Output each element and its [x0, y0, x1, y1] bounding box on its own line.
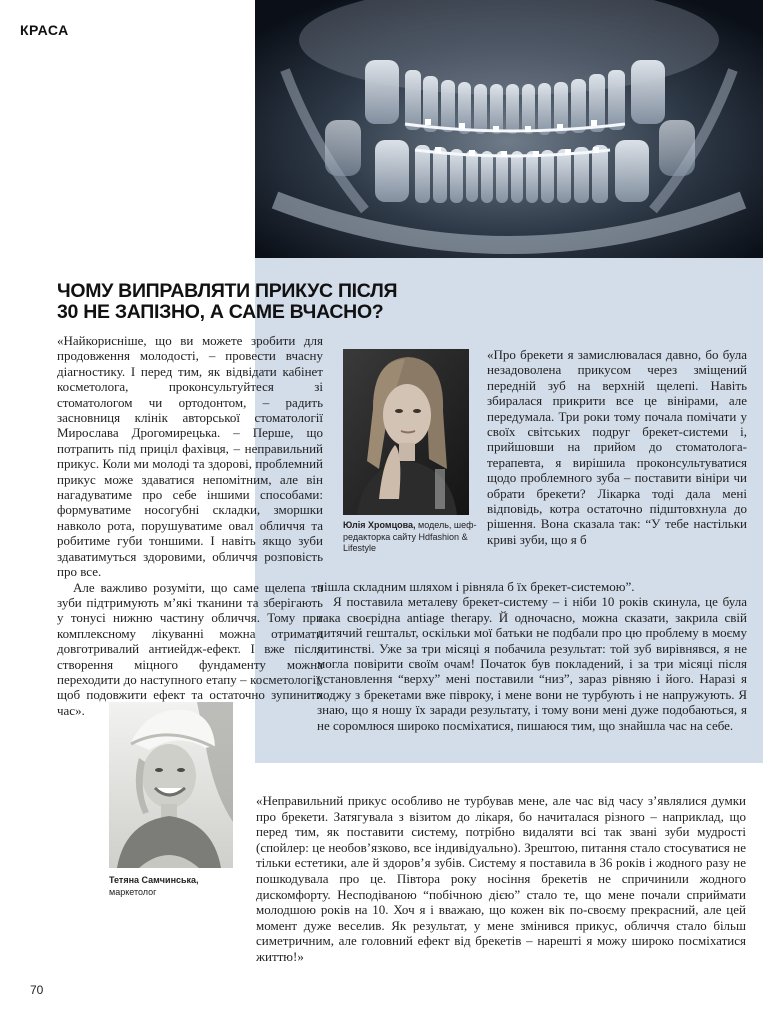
paragraph: «Найкорисніше, що ви можете зробити для продовження молодості, – провести вчасну діагностику. І перед тим, як відвідати кабінет косметолога, проконсультуйтеся зі стоматологом чи ортодонтом, – радить засновниця клінік авторської стоматології Мирослава Дрогомирецька. – Перше, що потрапить під приціл фахівця, – неправильний прикус. Коли ми молоді та здорові, проблемний прикус може здаватися непомітним, але він нагадуватиме про себе іншими способами: формуватиме носогубні складки, зморшки навколо рота, порушуватиме овал обличчя та робитиме губи тоншими. І навіть якщо зуби здаватимуться здоровими, обличчя розповість про все.	[57, 333, 323, 580]
page-number: 70	[30, 983, 44, 997]
caption-name: Тетяна Самчинська,	[109, 875, 199, 885]
left-text-column	[57, 333, 323, 718]
photo-caption-yulia	[343, 520, 483, 555]
dental-xray-image	[255, 0, 763, 258]
paragraph: «Про брекети я замислювалася давно, бо була незадоволена прикусом через зміщений передній зуб на верхній щелепі. Навіть збиралася прикрити все це вінірами, але передумала. Три роки тому почала помічати у своїх світських подруг брекет-системи і, прийшовши на прийом до стоматолога-терапевта, я вирішила проконсультуватися щодо проблемного зуба – поставити вініри чи обрати брекети? Лікарка тоді дала мені відповідь, котра остаточно підштовхнула до рішення. Вона сказала так: “У тебе настільки криві зуби, що я б	[487, 347, 747, 547]
bottom-quote	[256, 793, 746, 965]
photo-caption-tetyana	[109, 875, 233, 898]
right-text-column	[487, 347, 747, 547]
article-headline	[57, 280, 398, 323]
paragraph: «Неправильний прикус особливо не турбував мене, але час від часу з’являлися думки про брекети. Затягувала з візитом до лікаря, бо начиталася різного – наприклад, що перед тим, як поставити систему, потрібно видаляти всі так звані зуби мудрості (спойлер: це необов’язково, все індивідуально). Зрештою, питання стало стосуватися не тільки естетики, але й здоров’я зубів. Систему я поставила в 36 років і жодного разу не пошкодувала про це. Півтора року носіння брекетів не спричинили жодного дискомфорту. Несподіваною “побічною дією” стало те, що мене почали сприймати молодшою років на 10. Хоч я і вважаю, що кожен вік по-своєму прекрасний, але цей момент дуже веселив. Як результат, у мене змінився прикус, обличчя стало більш симетричним, але головний ефект від брекетів – нарешті я можу широко посміхатися життю!»	[256, 793, 746, 964]
caption-role: модель, шеф-редакторка сайту Hdfashion & Lifestyle	[343, 520, 477, 553]
portrait-photo-yulia	[343, 349, 469, 515]
paragraph: пішла складним шляхом і рівняла б їх брекет-системою”.	[317, 579, 635, 594]
paragraph: Але важливо розуміти, що саме щелепа та зуби підтримують м’які тканини та зберігають у тонусі нижню частину обличчя. Тому при комплексному лікуванні можна отримати довготривалий антиейдж-ефект. І вже після створення міцного фундаменту можна переходити до наступного етапу – косметології, щоб подовжити ефект та остаточно зупинити час».	[57, 579, 323, 718]
paragraph: Я поставила металеву брекет-систему – і ніби 10 років скинула, це була така своєрідна antiage therapy. Й одночасно, можна сказати, закрила свій дитячий гештальт, оскільки мої батьки не подбали про цю проблему в моєму дитинстві. Уже за три місяці я побачила результат: той зуб вирівнявся, я не могла повірити своїм очам! Початок був покладений, і за три місяці після установлення “верху” мені поставили “низ”, зараз рівняю і його. Наразі я ходжу з брекетами вже півроку, і мене вони не турбують і не напружують. Я знаю, що я ношу їх заради результату, і тому вони мені дуже подобаються, я не соромлюся широко посміхатися, пишаюся тим, що знайшла час на себе.	[317, 594, 747, 733]
section-label: КРАСА	[20, 22, 69, 38]
wide-text-column	[317, 579, 747, 733]
portrait-photo-tetyana	[109, 702, 233, 868]
headline-line-1: ЧОМУ ВИПРАВЛЯТИ ПРИКУС ПІСЛЯ	[57, 280, 398, 302]
headline-line-2: 30 НЕ ЗАПІЗНО, А САМЕ ВЧАСНО?	[57, 301, 384, 323]
caption-name: Юлія Хромцова,	[343, 520, 416, 530]
caption-role: маркетолог	[109, 886, 157, 897]
